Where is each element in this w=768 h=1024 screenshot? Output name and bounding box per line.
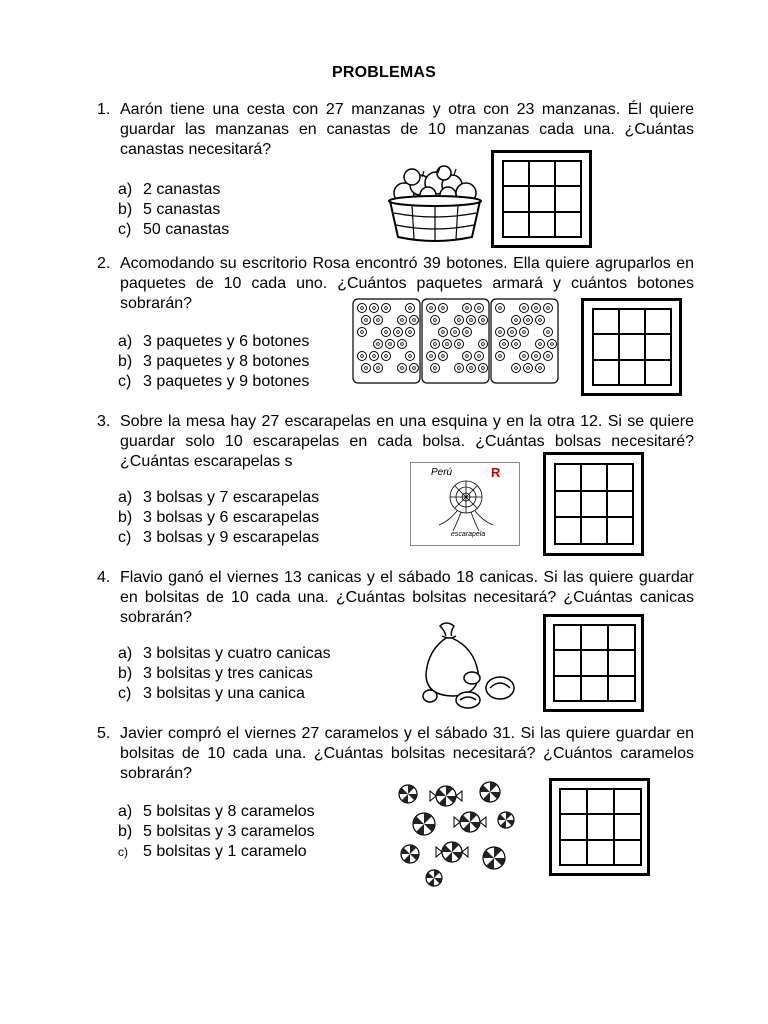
option-a: a) 3 paquetes y 6 botones <box>118 333 310 350</box>
candies-icon <box>394 780 526 888</box>
options-list <box>118 644 331 704</box>
option-a: a) 3 bolsitas y cuatro canicas <box>118 645 331 662</box>
problem-number: 5. <box>97 725 111 742</box>
problem-statement: Aarón tiene una cesta con 27 manzanas y otra con 23 manzanas. Él quiere guardar las manzanas en canastas de 10 manzanas cada una. ¿Cuántas canastas necesitará? <box>120 101 694 158</box>
option-b: b) 3 bolsitas y tres canicas <box>118 665 313 682</box>
option-c: c) 50 canastas <box>118 221 230 238</box>
option-c: c) 3 bolsitas y una canica <box>118 685 305 702</box>
problem-number: 2. <box>97 255 111 272</box>
option-c: c) 5 bolsitas y 1 caramelo <box>118 843 307 860</box>
option-b: b) 5 bolsitas y 3 caramelos <box>118 823 315 840</box>
option-c: c) 3 bolsas y 9 escarapelas <box>118 529 320 546</box>
rosette-r-logo: R <box>491 465 501 480</box>
problem-statement: Javier compró el viernes 27 caramelos y el sábado 31. Si las quiere guardar en bolsitas de 10 cada una. ¿Cuántas bolsitas necesitará? ¿Cuántos caramelos sobrarán? <box>120 725 694 782</box>
problem-statement: Sobre la mesa hay 27 escarapelas en una esquina y en la otra 12. Si se quiere guardar solo 10 escarapelas en cada bolsa. ¿Cuántas bolsas necesitaré? ¿Cuántas escarapelas s <box>120 413 694 470</box>
answer-grid <box>491 150 592 248</box>
apple-basket-icon <box>382 165 488 243</box>
answer-grid <box>581 298 682 396</box>
options-list <box>118 802 315 862</box>
problem-number: 4. <box>97 569 111 586</box>
button-cards-icon <box>352 298 560 384</box>
answer-grid <box>543 452 644 556</box>
rosette-icon <box>429 477 503 533</box>
marble-bag-icon <box>412 616 522 716</box>
option-b: b) 3 paquetes y 8 botones <box>118 353 310 370</box>
options-list <box>118 488 319 548</box>
problem-number: 1. <box>97 101 111 118</box>
options-list <box>118 332 309 392</box>
option-c: c) 3 paquetes y 9 botones <box>118 373 310 390</box>
option-b: b) 3 bolsas y 6 escarapelas <box>118 509 320 526</box>
options-list <box>118 180 229 240</box>
option-b: b) 5 canastas <box>118 201 221 218</box>
option-a: a) 3 bolsas y 7 escarapelas <box>118 489 320 506</box>
problem-statement: Acomodando su escritorio Rosa encontró 39 botones. Ella quiere agruparlos en paquetes de 10 cada uno. ¿Cuántos paquetes armará y cuántos botones sobrarán? <box>120 255 694 312</box>
rosette-card-caption: escarapela <box>451 531 486 538</box>
problem-statement: Flavio ganó el viernes 13 canicas y el sábado 18 canicas. Si las quiere guardar en bolsitas de 10 cada una. ¿Cuántas bolsitas necesitará? ¿Cuántas canicas sobrarán? <box>120 569 694 626</box>
answer-grid <box>549 778 650 876</box>
problem-number: 3. <box>97 413 111 430</box>
page-title: PROBLEMAS <box>331 64 437 81</box>
option-a: a) 5 bolsitas y 8 caramelos <box>118 803 315 820</box>
answer-grid <box>543 614 644 712</box>
option-a: a) 2 canastas <box>118 181 221 198</box>
rosette-card-title: Perú <box>431 467 453 478</box>
rosette-card <box>410 462 520 546</box>
